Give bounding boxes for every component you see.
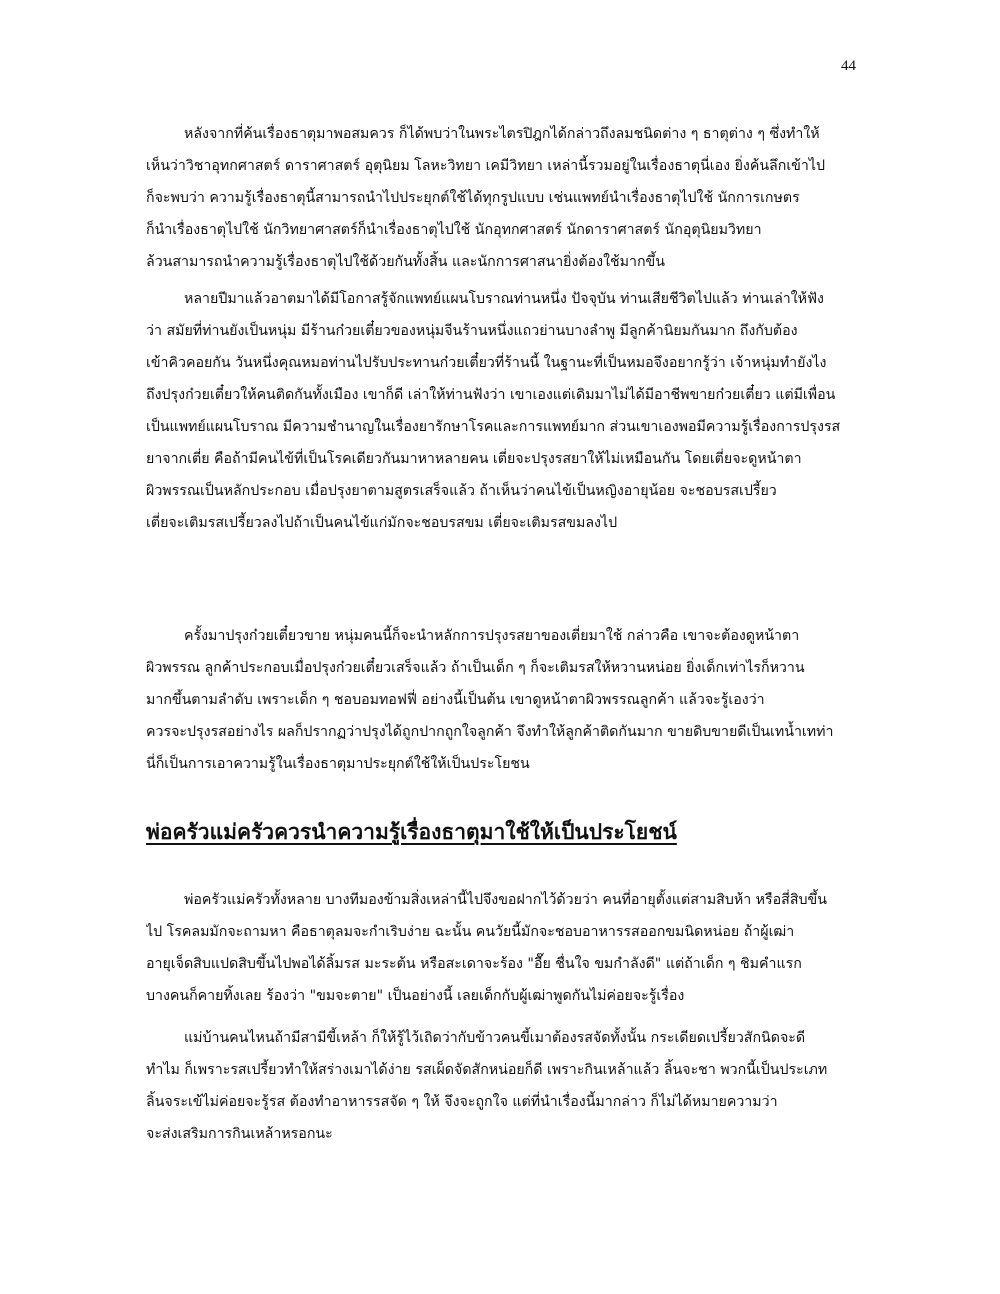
paragraph-line: ผิวพรรณเป็นหลักประกอบ เมื่อปรุงยาตามสูตรเสร็จแล้ว ถ้าเห็นว่าคนไข้เป็นหญิงอายุน้อย จะชอบรสเปรี้ยว (146, 483, 777, 499)
paragraph-line: เห็นว่าวิชาอุทกศาสตร์ ดาราศาสตร์ อุตุนิยม โลหะวิทยา เคมีวิทยา เหล่านี้รวมอยู่ในเรื่องธาตุนี่เอง ยิ่งค้นลึกเข้าไป (146, 158, 825, 174)
paragraph-5 (146, 1022, 864, 1150)
paragraph-3 (146, 620, 864, 780)
paragraph-line: ผิวพรรณ ลูกค้าประกอบเมื่อปรุงก๋วยเตี๋ยวเสร็จแล้ว ถ้าเป็นเด็ก ๆ ก็จะเติมรสให้หวานหน่อย ยิ่งเด็กเท่าไรก็หวาน (146, 660, 805, 676)
paragraph-line: บางคนก็คายทิ้งเลย ร้องว่า "ขมจะตาย" เป็นอย่างนี้ เลยเด็กกับผู้เฒ่าพูดกันไม่ค่อยจะรู้เรื่อง (146, 988, 685, 1004)
paragraph-2 (146, 283, 864, 539)
section-heading: พ่อครัวแม่ครัวควรนำความรู้เรื่องธาตุมาใช้ให้เป็นประโยชน์ (146, 819, 677, 844)
paragraph-line: ครั้งมาปรุงก๋วยเตี๋ยวขาย หนุ่มคนนี้ก็จะนำหลักการปรุงรสยาของเตี่ยมาใช้ กล่าวคือ เขาจะต้องดูหน้าตา (184, 628, 800, 644)
paragraph-line: ยาจากเตี่ย คือถ้ามีคนไข้ที่เป็นโรคเดียวกันมาหาหลายคน เตี่ยจะปรุงรสยาให้ไม่เหมือนกัน โดยเตี่ยจะดูหน้าตา (146, 451, 802, 467)
paragraph-line: แม่บ้านคนไหนถ้ามีสามีขี้เหล้า ก็ให้รู้ไว้เถิดว่ากับข้าวคนขี้เมาต้องรสจัดทั้งนั้น กระเดียดเปรี้ยวสักนิดจะดี (184, 1030, 806, 1046)
paragraph-line: ทำไม ก็เพราะรสเปรี้ยวทำให้สร่างเมาได้ง่าย รสเผ็ดจัดสักหน่อยก็ดี เพราะกินเหล้าแล้ว ลิ้นจะชา พวกนี้เป็นประเภท (146, 1062, 828, 1078)
paragraph-line: ว่า สมัยที่ท่านยังเป็นหนุ่ม มีร้านก๋วยเตี๋ยวของหนุ่มจีนร้านหนึ่งแถวย่านบางลำพู มีลูกค้านิยมกันมาก ถึงกับต้อง (146, 323, 798, 339)
paragraph-line: เตี่ยจะเติมรสเปรี้ยวลงไปถ้าเป็นคนไข้แก่มักจะชอบรสขม เตี่ยจะเติมรสขมลงไป (146, 515, 618, 531)
paragraph-line: หลายปีมาแล้วอาตมาได้มีโอกาสรู้จักแพทย์แผนโบราณท่านหนึ่ง ปัจจุบัน ท่านเสียชีวิตไปแล้ว ท่านเล่าให้ฟัง (184, 291, 824, 307)
paragraph-line: มากขึ้นตามลำดับ เพราะเด็ก ๆ ชอบอมทอฟฟี่ อย่างนี้เป็นต้น เขาดูหน้าตาผิวพรรณลูกค้า แล้วจะรู้เองว่า (146, 692, 765, 708)
paragraph-line: เป็นแพทย์แผนโบราณ มีความชำนาญในเรื่องยารักษาโรคและการแพทย์มาก ส่วนเขาเองพอมีความรู้เรื่องการปรุงรส (146, 419, 841, 435)
paragraph-line: ก็นำเรื่องธาตุไปใช้ นักวิทยาศาสตร์ก็นำเรื่องธาตุไปใช้ นักอุทกศาสตร์ นักดาราศาสตร์ นักอุตุนิยมวิทยา (146, 222, 762, 238)
paragraph-line: เข้าคิวคอยกัน วันหนึ่งคุณหมอท่านไปรับประทานก๋วยเตี๋ยวที่ร้านนี้ ในฐานะที่เป็นหมอจึงอยากรู้ว่า เจ้าหนุ่มทำยังไง (146, 355, 827, 371)
paragraph-line: ควรจะปรุงรสอย่างไร ผลก็ปรากฏว่าปรุงได้ถูกปากถูกใจลูกค้า จึงทำให้ลูกค้าติดกันมาก ขายดิบขายดีเป็นเทน้ำเทท่า (146, 724, 834, 740)
paragraph-line: ล้วนสามารถนำความรู้เรื่องธาตุไปใช้ด้วยกันทั้งสิ้น และนักการศาสนายิ่งต้องใช้มากขึ้น (146, 254, 665, 270)
paragraph-line: พ่อครัวแม่ครัวทั้งหลาย บางทีมองข้ามสิ่งเหล่านี้ไปจึงขอฝากไว้ด้วยว่า คนที่อายุตั้งแต่สามสิบห้า หรือสี่สิบขึ้น (184, 892, 827, 908)
paragraph-line: ถึงปรุงก๋วยเตี๋ยวให้คนติดกันทั้งเมือง เขาก็ดี เล่าให้ท่านฟังว่า เขาเองแต่เดิมมาไม่ได้มีอาชีพขายก๋วยเตี๋ยว แต่มีเพื่อน (146, 387, 836, 403)
paragraph-line: หลังจากที่ค้นเรื่องธาตุมาพอสมควร ก็ได้พบว่าในพระไตรปิฎกได้กล่าวถึงลมชนิดต่าง ๆ ธาตุต่าง ๆ ซึ่งทำให้ (184, 126, 820, 142)
paragraph-1 (146, 118, 864, 278)
page-number: 44 (841, 58, 856, 74)
paragraph-line: จะส่งเสริมการกินเหล้าหรอกนะ (146, 1126, 333, 1142)
paragraph-line: ก็จะพบว่า ความรู้เรื่องธาตุนี้สามารถนำไปประยุกต์ใช้ได้ทุกรูปแบบ เช่นแพทย์นำเรื่องธาตุไปใช้ นักการเกษตร (146, 190, 800, 206)
paragraph-4 (146, 884, 864, 1012)
paragraph-line: ไป โรคลมมักจะถามหา คือธาตุลมจะกำเริบง่าย ฉะนั้น คนวัยนี้มักจะชอบอาหารรสออกขมนิดหน่อย ถ้าผู้เฒ่า (146, 924, 795, 940)
paragraph-line: ลิ้นจระเข้ไม่ค่อยจะรู้รส ต้องทำอาหารรสจัด ๆ ให้ จึงจะถูกใจ แต่ที่นำเรื่องนี้มากล่าว ก็ไม่ได้หมายความว่า (146, 1094, 778, 1110)
paragraph-line: อายุเจ็ดสิบแปดสิบขึ้นไปพอได้ลิ้มรส มะระต้น หรือสะเดาจะร้อง "อื๊ย ชื่นใจ ขมกำลังดี" แต่ถ้าเด็ก ๆ ชิมคำแรก (146, 956, 802, 972)
paragraph-line: นี่ก็เป็นการเอาความรู้ในเรื่องธาตุมาประยุกต์ใช้ให้เป็นประโยชน (146, 756, 530, 772)
